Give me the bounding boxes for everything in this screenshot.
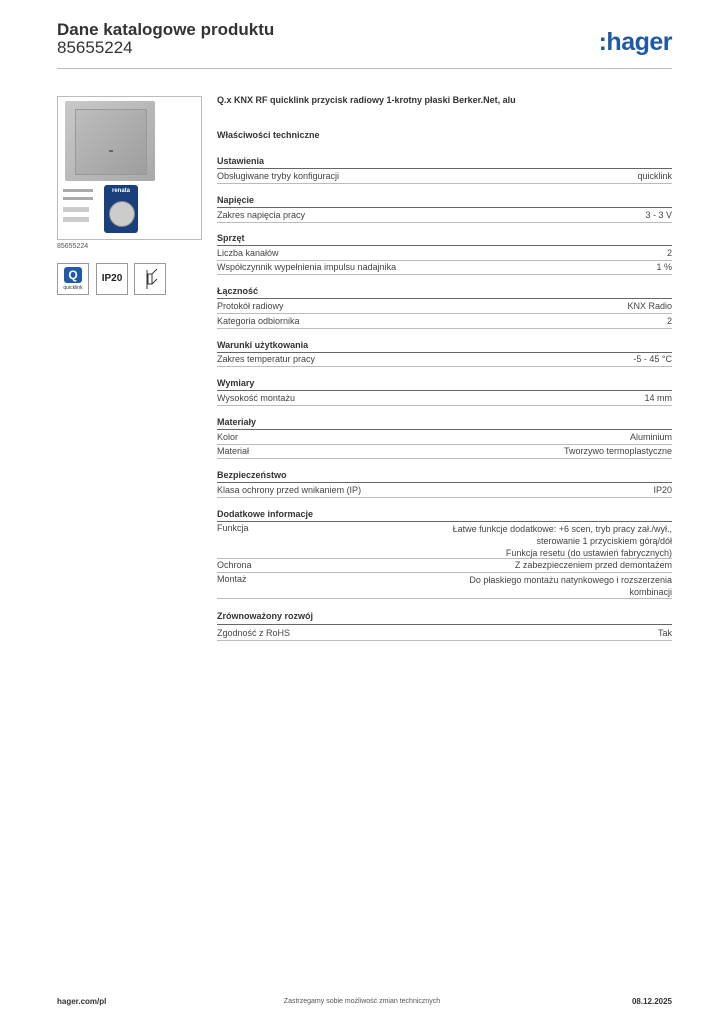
product-title: Q.x KNX RF quicklink przycisk radiowy 1-krotny płaski Berker.Net, alu: [217, 95, 516, 105]
product-number: 85655224: [57, 38, 133, 57]
spec-value: Z zabezpieczeniem przed demontażem: [514, 560, 672, 570]
label-accessory: [63, 217, 89, 222]
battery-cell: [109, 201, 135, 227]
spec-group-title: Warunki użytkowania: [217, 340, 309, 350]
row-divider: [217, 405, 672, 406]
spec-row: [217, 523, 672, 559]
footer-disclaimer: Zastrzegamy sobie możliwość zmian technicznych: [283, 998, 441, 1005]
specs-heading: Właściwości techniczne: [217, 130, 320, 140]
screw-accessory: [63, 189, 93, 192]
ip20-badge: IP20: [96, 263, 128, 295]
group-divider: [217, 390, 672, 391]
spec-value: Tak: [657, 628, 672, 638]
footer-date: 08.12.2025: [631, 997, 672, 1006]
spec-label: Wysokość montażu: [217, 393, 295, 403]
row-divider: [217, 328, 672, 329]
spec-label: Zakres temperatur pracy: [217, 354, 316, 364]
group-divider: [217, 352, 672, 353]
battery-brand: renata: [111, 188, 130, 194]
hager-logo: :hager: [598, 28, 672, 56]
spec-label: Protokół radiowy: [217, 301, 284, 311]
row-divider: [217, 366, 672, 367]
row-divider: [217, 598, 672, 599]
spec-group-title: Materiały: [217, 417, 257, 427]
footer-website: hager.com/pl: [57, 997, 107, 1006]
spec-label: Montaż: [217, 574, 247, 584]
spec-value-line: kombinacji: [629, 587, 672, 597]
spec-row: [217, 574, 672, 598]
row-divider: [217, 444, 672, 445]
product-image: [57, 96, 202, 240]
spec-value: -5 - 45 °C: [633, 354, 672, 364]
spec-group-title: Zrównoważony rozwój: [217, 611, 313, 621]
spec-value-line: sterowanie 1 przyciskiem górą/dół: [536, 536, 672, 546]
spec-label: Ochrona: [217, 560, 252, 570]
spec-label: Zgodność z RoHS: [217, 628, 291, 638]
spec-value: [453, 523, 672, 559]
screw-accessory: [63, 197, 93, 200]
quicklink-badge: [57, 263, 89, 295]
spec-group-title: Dodatkowe informacje: [217, 509, 314, 519]
spec-group-title: Łączność: [217, 286, 259, 296]
spec-value: quicklink: [637, 171, 672, 181]
spec-value: 14 mm: [644, 393, 672, 403]
spec-label: Współczynnik wypełnienia impulsu nadajnika: [217, 262, 397, 272]
row-divider: [217, 313, 672, 314]
spec-value: 2: [666, 248, 672, 258]
spec-label: Obsługiwane tryby konfiguracji: [217, 171, 340, 181]
row-divider: [217, 558, 672, 559]
spec-value: 1 %: [656, 262, 672, 272]
spec-group-title: Wymiary: [217, 378, 255, 388]
spec-label: Materiał: [217, 446, 250, 456]
row-divider: [217, 497, 672, 498]
spec-value: [469, 574, 672, 598]
spec-label: Liczba kanałów: [217, 248, 279, 258]
group-divider: [217, 521, 672, 522]
spec-value: Aluminium: [629, 432, 672, 442]
spec-group-title: Bezpieczeństwo: [217, 470, 287, 480]
header-divider: [57, 68, 672, 69]
spec-group-title: Napięcie: [217, 195, 255, 205]
spec-value-line: Funkcja resetu (do ustawień fabrycznych): [505, 548, 672, 558]
spec-label: Funkcja: [217, 523, 249, 533]
spec-label: Klasa ochrony przed wnikaniem (IP): [217, 485, 362, 495]
row-divider: [217, 458, 672, 459]
row-divider: [217, 183, 672, 184]
group-divider: [217, 429, 672, 430]
spec-value: KNX Radio: [627, 301, 672, 311]
switch-plate-image: [65, 101, 155, 181]
label-accessory: [63, 207, 89, 212]
row-divider: [217, 222, 672, 223]
spec-value: IP20: [653, 485, 672, 495]
group-divider: [217, 624, 672, 625]
row-divider: [217, 572, 672, 573]
spec-value: 3 - 3 V: [645, 210, 672, 220]
group-divider: [217, 482, 672, 483]
spec-value-line: Do płaskiego montażu natynkowego i rozszerzenia: [469, 575, 672, 585]
spec-label: Kategoria odbiornika: [217, 316, 300, 326]
battery-image: [104, 185, 138, 233]
row-divider: [217, 260, 672, 261]
group-divider: [217, 245, 672, 246]
led-indicator: [109, 150, 113, 152]
row-divider: [217, 640, 672, 641]
spec-group-title: Sprzęt: [217, 233, 245, 243]
quicklink-badge-label: quicklink: [63, 285, 83, 291]
group-divider: [217, 168, 672, 169]
spec-label: Kolor: [217, 432, 239, 442]
surface-mount-icon: [134, 263, 166, 295]
group-divider: [217, 207, 672, 208]
spec-group-title: Ustawienia: [217, 156, 265, 166]
group-divider: [217, 298, 672, 299]
spec-value-line: Łatwe funkcje dodatkowe: +6 scen, tryb pracy zał./wył.,: [452, 524, 672, 534]
row-divider: [217, 274, 672, 275]
spec-value: Tworzywo termoplastyczne: [563, 446, 672, 456]
switch-rocker: [75, 109, 147, 175]
image-caption: 85655224: [57, 243, 89, 250]
spec-label: Zakres napięcia pracy: [217, 210, 306, 220]
spec-value: 2: [666, 316, 672, 326]
quicklink-icon: Q: [64, 267, 82, 283]
page-title: Dane katalogowe produktu: [57, 20, 275, 39]
